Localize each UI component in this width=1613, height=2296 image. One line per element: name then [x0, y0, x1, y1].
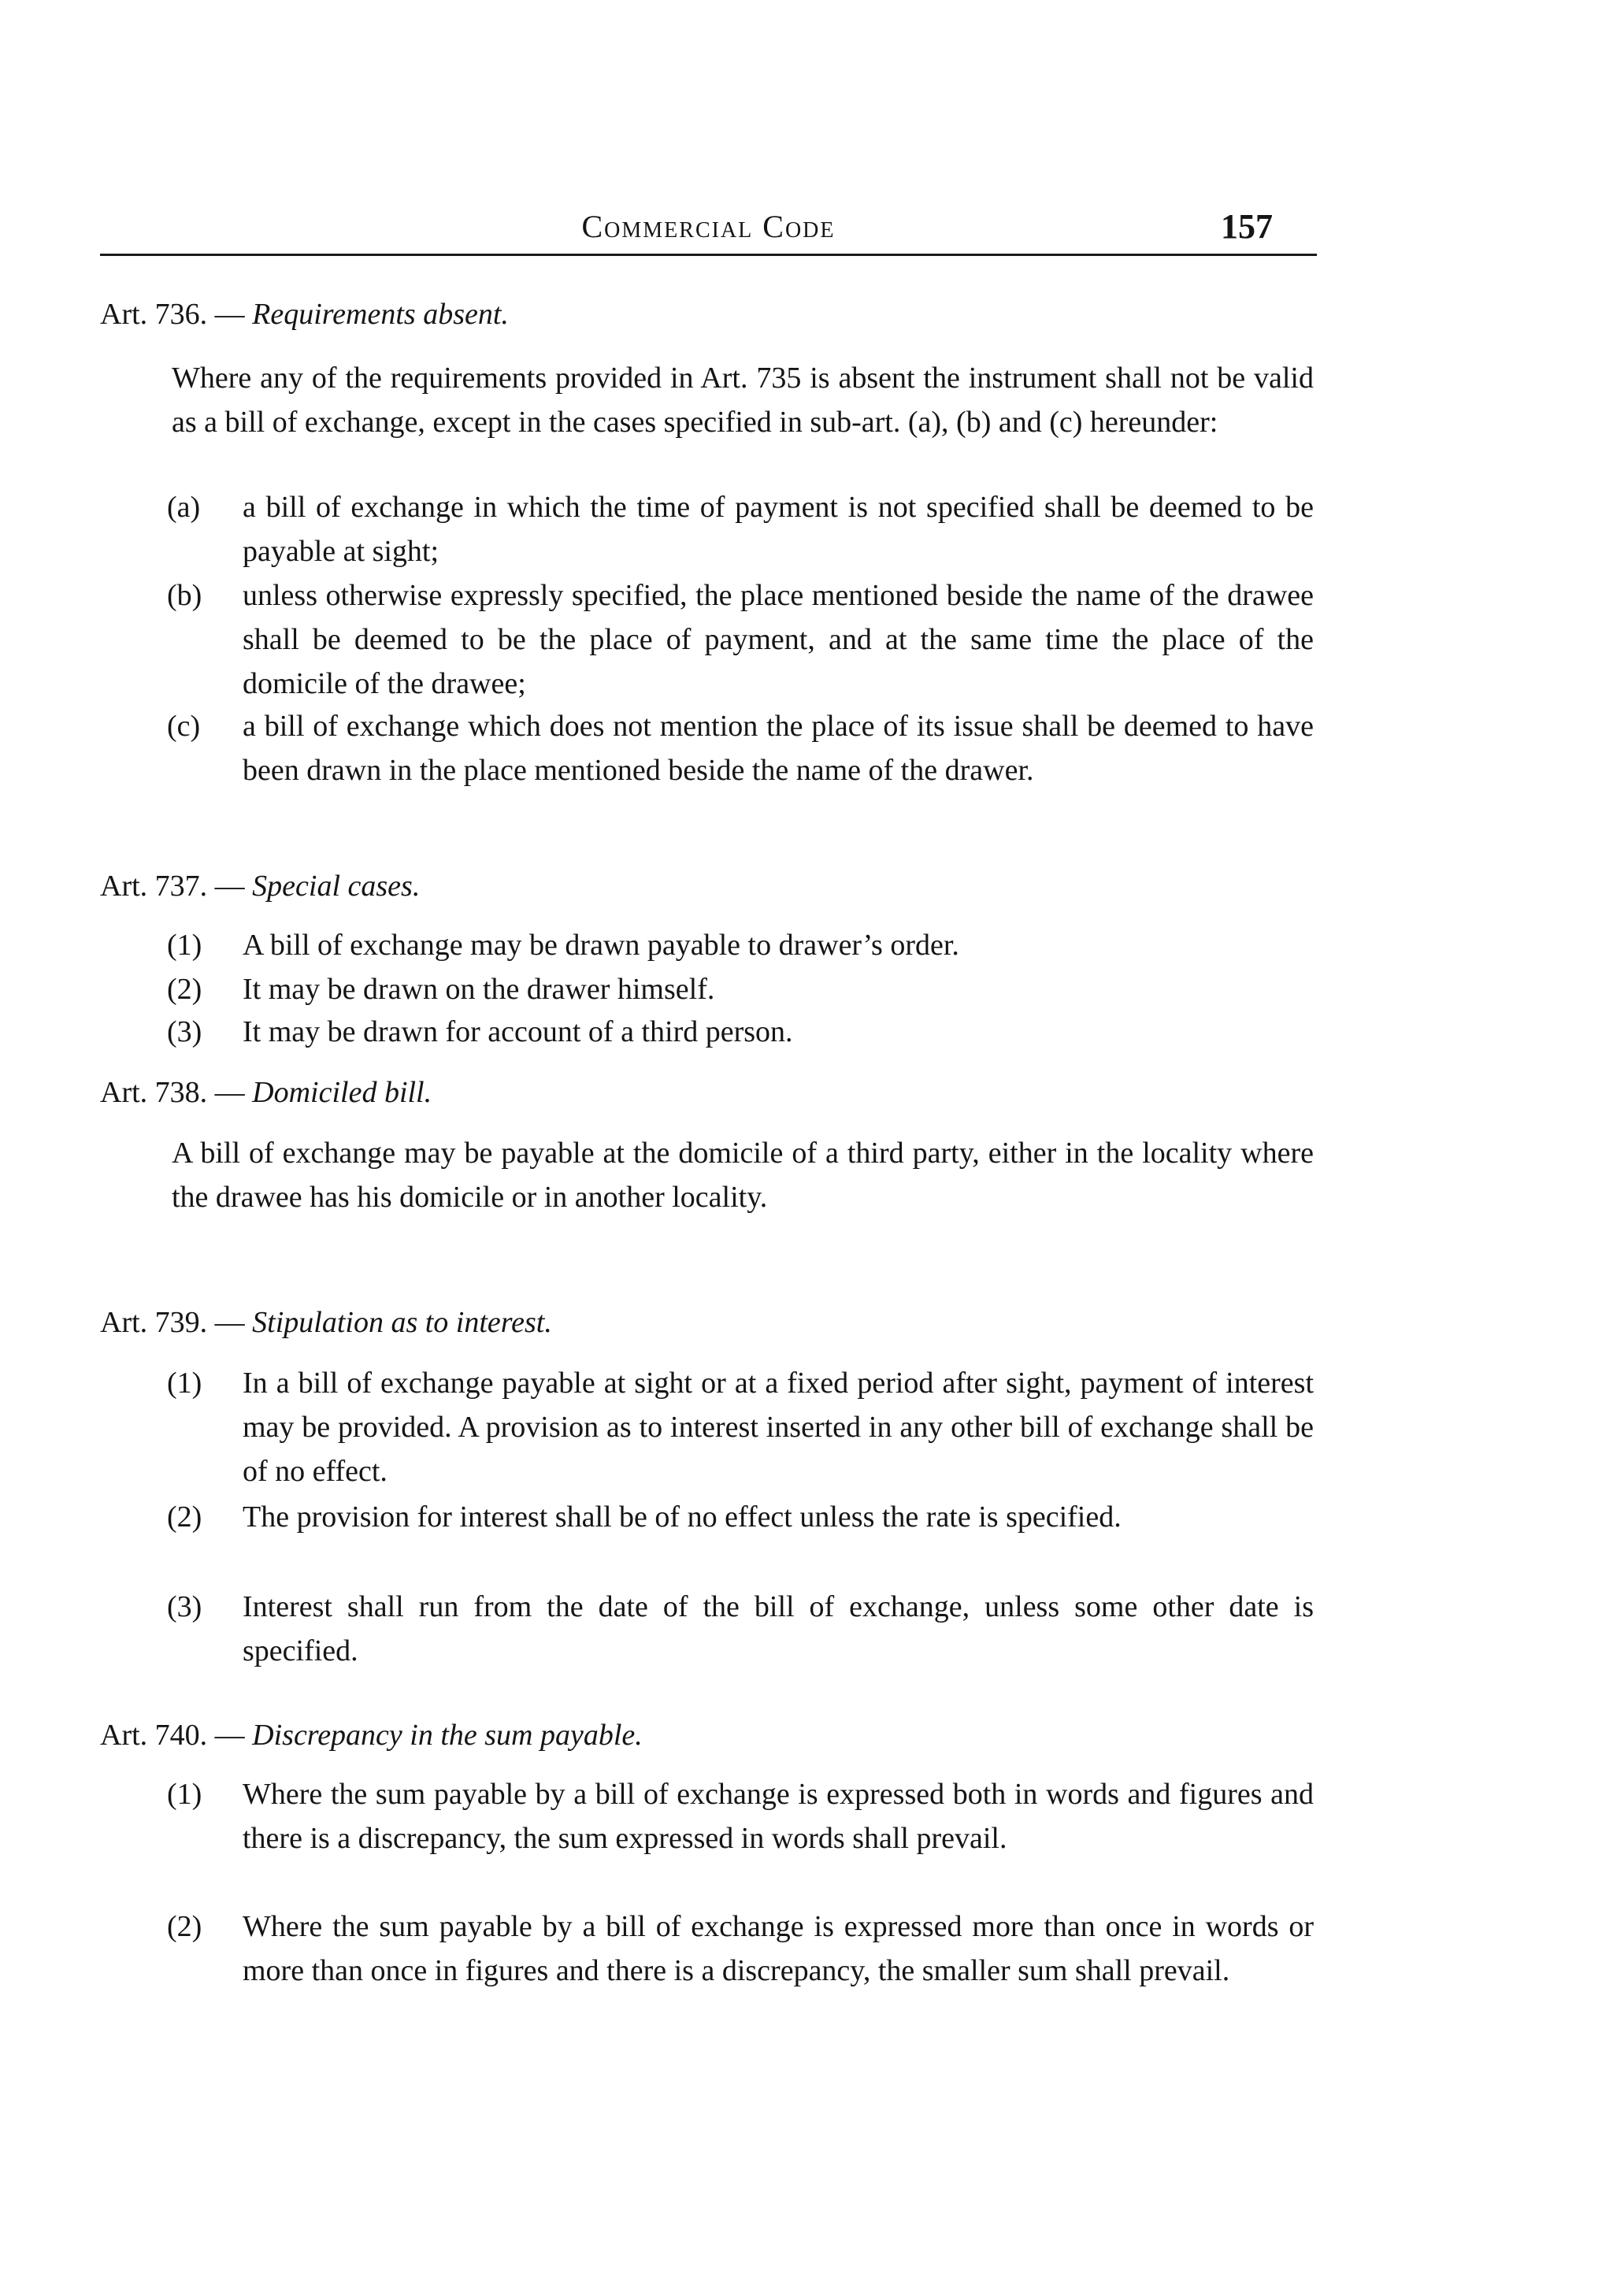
article-heading-738: [100, 1078, 432, 1107]
article-title: Domiciled bill.: [252, 1076, 432, 1109]
item-text: Where the sum payable by a bill of exchange is expressed more than once in words or more than once in figures and there is a discrepancy, the smaller sum shall prevail.: [243, 1910, 1314, 1987]
article-heading-739: [100, 1307, 552, 1337]
list-item: [167, 1772, 1314, 1860]
list-item: [167, 967, 1314, 1011]
article-number: Art. 737. —: [100, 870, 245, 903]
item-marker: (a): [167, 491, 201, 524]
item-marker: (2): [167, 973, 202, 1006]
item-marker: (1): [167, 1367, 202, 1400]
article-number: Art. 740. —: [100, 1719, 245, 1752]
item-text: It may be drawn for account of a third person.: [243, 1015, 793, 1048]
list-item: [167, 704, 1314, 792]
article-title: Requirements absent.: [252, 298, 509, 331]
item-text: Interest shall run from the date of the bill of exchange, unless some other date is specified.: [243, 1590, 1314, 1667]
item-marker: (3): [167, 1590, 202, 1623]
item-marker: (1): [167, 1778, 202, 1811]
running-title: Commercial Code: [581, 209, 836, 244]
item-text: Where the sum payable by a bill of exchange is expressed both in words and figures and there is a discrepancy, the sum expressed in words shall prevail.: [243, 1778, 1314, 1855]
article-title: Discrepancy in the sum payable.: [252, 1719, 643, 1752]
list-item: [167, 1495, 1314, 1539]
article-heading-740: [100, 1720, 643, 1750]
item-text: It may be drawn on the drawer himself.: [243, 973, 715, 1006]
list-item: [167, 1905, 1314, 1993]
item-text: unless otherwise expressly specified, the place mentioned beside the name of the drawee shall be deemed to be the place of payment, and at the same time the place of the domicile of the drawee;: [243, 579, 1314, 700]
item-marker: (3): [167, 1015, 202, 1048]
list-item: [167, 573, 1314, 706]
article-number: Art. 739. —: [100, 1306, 245, 1339]
item-text: a bill of exchange which does not mention the place of its issue shall be deemed to have been drawn in the place mentioned beside the name of the drawer.: [243, 710, 1314, 787]
item-marker: (1): [167, 929, 202, 962]
item-marker: (2): [167, 1500, 202, 1534]
article-heading-736: [100, 299, 509, 329]
article-title: Special cases.: [252, 870, 421, 903]
article-paragraph: Where any of the requirements provided in Art. 735 is absent the instrument shall not be valid as a bill of exchange, except in the cases specified in sub-art. (a), (b) and (c) hereunder:: [172, 362, 1314, 439]
page-number: 157: [1221, 207, 1273, 246]
list-item: [167, 485, 1314, 573]
item-marker: (b): [167, 579, 202, 612]
article-number: Art. 738. —: [100, 1076, 245, 1109]
list-item: [167, 1585, 1314, 1673]
article-heading-737: [100, 871, 420, 901]
list-item: [167, 1361, 1314, 1493]
item-text: In a bill of exchange payable at sight or at a fixed period after sight, payment of interest may be provided. A provision as to interest inserted in any other bill of exchange shall be of no effect.: [243, 1367, 1314, 1488]
item-marker: (c): [167, 710, 201, 743]
item-text: A bill of exchange may be drawn payable to drawer’s order.: [243, 929, 959, 962]
article-number: Art. 736. —: [100, 298, 245, 331]
article-paragraph: A bill of exchange may be payable at the domicile of a third party, either in the locality where the drawee has his domicile or in another locality.: [172, 1137, 1314, 1214]
list-item: [167, 1010, 1314, 1054]
item-text: The provision for interest shall be of no effect unless the rate is specified.: [243, 1500, 1122, 1534]
item-text: a bill of exchange in which the time of payment is not specified shall be deemed to be payable at sight;: [243, 491, 1314, 568]
list-item: [167, 923, 1314, 967]
item-marker: (2): [167, 1910, 202, 1943]
article-title: Stipulation as to interest.: [252, 1306, 552, 1339]
